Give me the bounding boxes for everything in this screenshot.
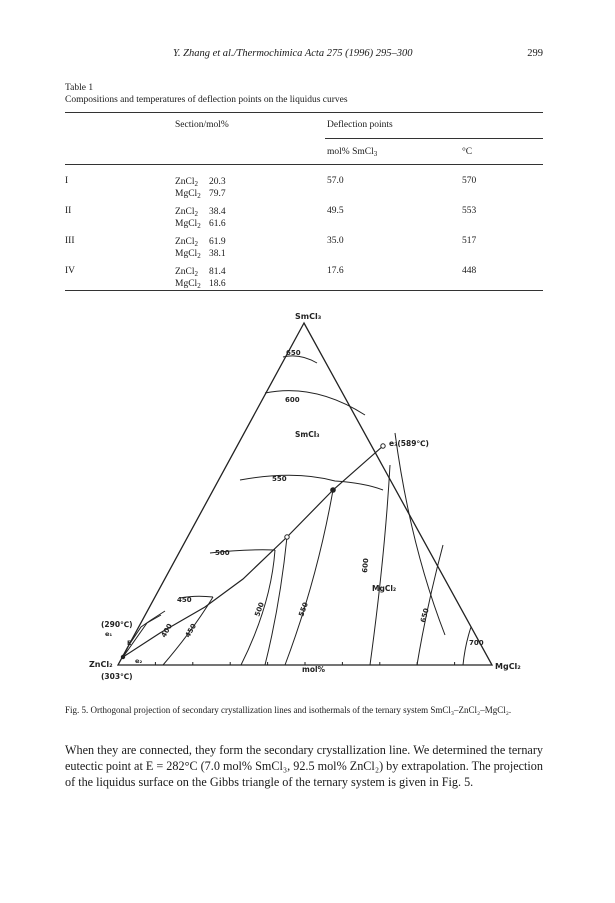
isotherm-label-450-low: 450 <box>183 622 199 639</box>
composition-line <box>175 206 245 218</box>
deflection-subrule <box>325 138 543 139</box>
table-top-rule <box>65 112 543 113</box>
table-caption <box>65 82 348 106</box>
compound-subscript: 2 <box>197 282 201 290</box>
deflection-point <box>330 487 336 493</box>
row-mol: 49.5 <box>327 206 344 216</box>
composition-line <box>175 188 245 200</box>
running-head <box>65 48 543 62</box>
table-label: Table 1 <box>65 83 94 93</box>
point-E-label: E <box>127 639 132 647</box>
axis-label: mol% <box>302 665 326 674</box>
row-mol: 57.0 <box>327 176 344 186</box>
row-id: IV <box>65 266 76 276</box>
compound-value: 61.9 <box>209 237 226 247</box>
compound-value: 79.7 <box>209 189 226 199</box>
composition-line <box>175 176 245 188</box>
compound-subscript: 2 <box>197 252 201 260</box>
header-temp: °C <box>462 147 473 157</box>
compound-value: 20.3 <box>209 177 226 187</box>
ternary-svg <box>65 305 543 695</box>
compound-subscript: 2 <box>194 210 199 218</box>
composition-line <box>175 248 245 260</box>
composition-line <box>175 236 245 248</box>
running-head-title: Y. Zhang et al./Thermochimica Acta 275 (1996) 295–300 <box>173 48 413 59</box>
table-header-rule <box>65 164 543 165</box>
row-mol: 17.6 <box>327 266 344 276</box>
compound-value: 38.1 <box>209 249 226 259</box>
isotherm-500-line <box>265 537 287 665</box>
compound-name: MgCl <box>175 279 198 289</box>
compound-name: ZnCl <box>175 177 195 187</box>
compound-name: MgCl <box>175 219 198 229</box>
compound-subscript: 2 <box>194 270 199 278</box>
table-bottom-rule <box>65 290 543 291</box>
point-e3-label: e₃(589℃) <box>389 439 429 448</box>
isotherm-label-550-low: 550 <box>297 601 310 618</box>
isotherm-label-450-top: 450 <box>177 596 192 604</box>
isotherm-label-600-top: 600 <box>285 396 300 404</box>
row-mol: 35.0 <box>327 236 344 246</box>
isotherm-550-curve <box>240 475 383 490</box>
isotherm-label-500-low: 500 <box>253 601 266 618</box>
row-composition <box>175 236 245 260</box>
row-temp: 448 <box>462 266 477 276</box>
header-deflection: Deflection points <box>327 120 393 130</box>
compound-name: MgCl <box>175 189 198 199</box>
temp-left-bottom-label: (303℃) <box>101 672 133 681</box>
point-e2-label: e₂ <box>135 657 143 665</box>
compound-subscript: 2 <box>194 240 199 248</box>
row-temp: 570 <box>462 176 477 186</box>
compound-name: ZnCl <box>175 267 195 277</box>
compound-value: 81.4 <box>209 267 226 277</box>
composition-line <box>175 278 245 290</box>
composition-line <box>175 218 245 230</box>
row-composition <box>175 206 245 230</box>
header-mol: mol% SmCl$_3$ <box>327 147 378 158</box>
deflection-point-open <box>381 444 385 448</box>
figure-caption: Fig. 5. Orthogonal projection of secondary crystallization lines and isothermals of the ternary system SmCl₃–ZnCl₂–MgCl₂. <box>65 705 512 715</box>
isotherm-label-650-top: 650 <box>286 349 301 357</box>
eutectic-point <box>121 655 125 659</box>
compound-name: MgCl <box>175 249 198 259</box>
row-id: II <box>65 206 72 216</box>
table-title: Compositions and temperatures of deflection points on the liquidus curves <box>65 95 348 105</box>
isotherm-label-500-top: 500 <box>215 549 230 557</box>
row-composition <box>175 176 245 200</box>
row-composition <box>175 266 245 290</box>
compound-name: ZnCl <box>175 207 195 217</box>
isotherm-600-curve <box>265 391 365 415</box>
row-temp: 517 <box>462 236 477 246</box>
point-e1-label: e₁ <box>105 630 113 638</box>
compound-name: ZnCl <box>175 237 195 247</box>
isotherm-550-line <box>285 490 333 665</box>
isotherm-label-400: 400 <box>159 622 175 639</box>
apex-right-label: MgCl₂ <box>495 662 521 671</box>
region-smcl3-label: SmCl₃ <box>295 430 320 439</box>
composition-line <box>175 266 245 278</box>
apex-left-label: ZnCl₂ <box>89 660 113 669</box>
isotherm-label-600-low: 600 <box>361 557 371 574</box>
compound-value: 61.6 <box>209 219 226 229</box>
region-mgcl2-label: MgCl₂ <box>372 584 397 593</box>
compound-subscript: 2 <box>197 192 201 200</box>
page-number: 299 <box>527 48 543 59</box>
isotherm-label-650-low: 650 <box>419 607 431 624</box>
temp-left-side-label: (290℃) <box>101 620 133 629</box>
deflection-point-open-2 <box>285 535 289 539</box>
ternary-diagram <box>65 305 543 695</box>
compound-value: 38.4 <box>209 207 226 217</box>
row-temp: 553 <box>462 206 477 216</box>
row-id: I <box>65 176 69 186</box>
isotherm-600-line <box>370 465 390 665</box>
isotherm-label-700: 700 <box>469 639 484 647</box>
body-paragraph: When they are connected, they form the secondary crystallization line. We determined the ternary eutectic point at E = 282°C (7.0 mol% SmCl₃, 92.5 mol% ZnCl₂) by extrapolation. The projection of the liquidus surface on the Gibbs triangle of the ternary system is given in Fig. 5. <box>65 743 543 789</box>
isotherm-label-550-top: 550 <box>272 475 287 483</box>
compound-subscript: 2 <box>197 222 201 230</box>
compound-value: 18.6 <box>209 279 226 289</box>
apex-top-label: SmCl₃ <box>295 312 322 321</box>
row-id: III <box>65 236 75 246</box>
compound-subscript: 2 <box>194 180 199 188</box>
header-section: Section/mol% <box>175 120 229 130</box>
